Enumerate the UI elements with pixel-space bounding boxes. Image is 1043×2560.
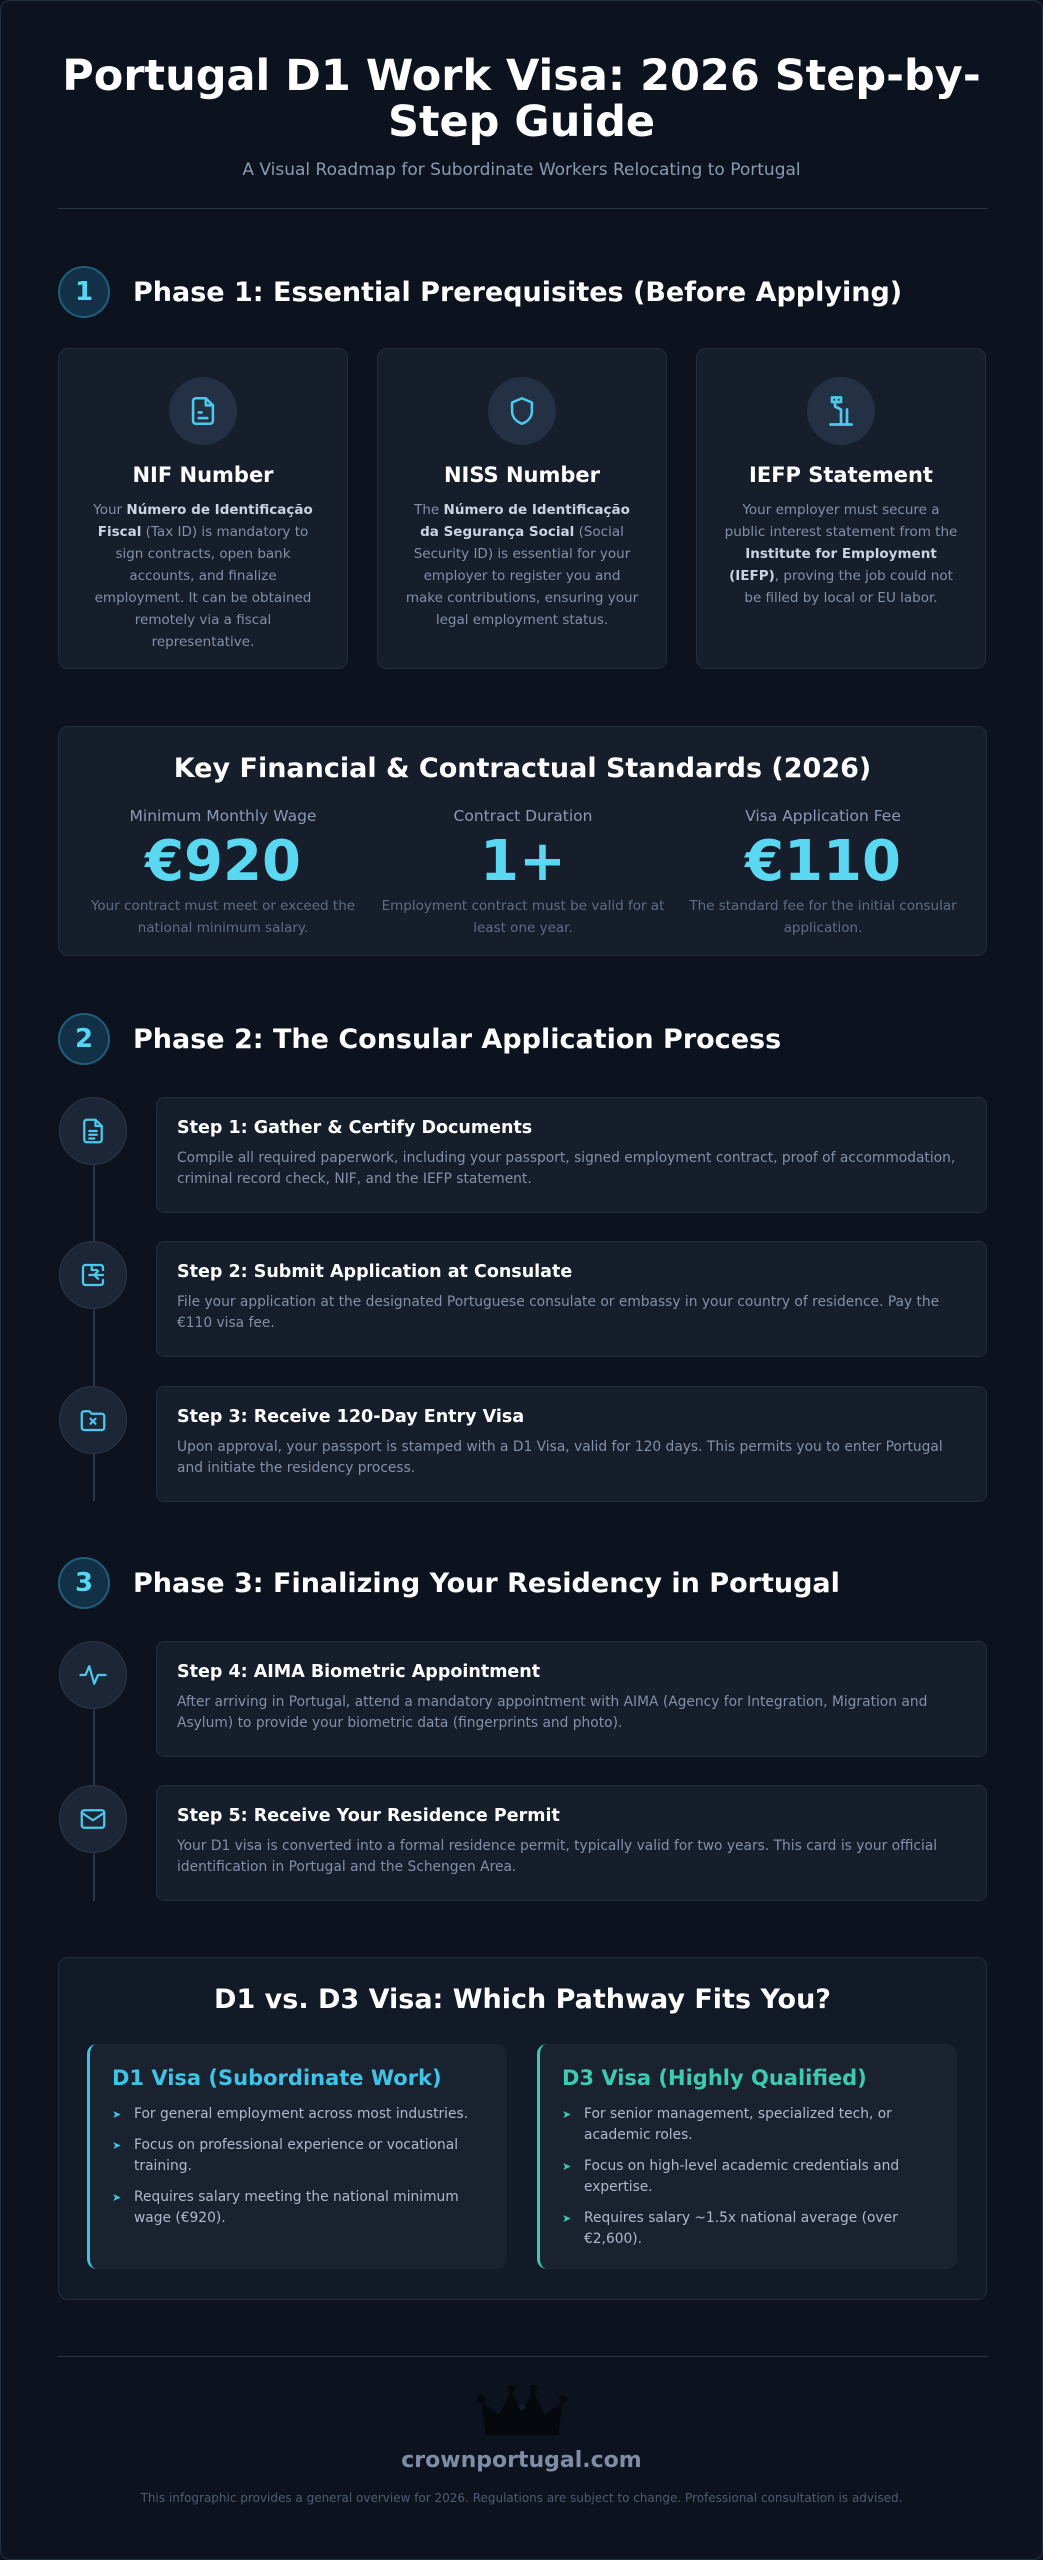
list-item: ➤ Focus on professional experience or vocational training.	[112, 2137, 459, 2174]
list-item: ➤ Requires salary ~1.5x national average (over €2,600).	[562, 2210, 898, 2247]
stat-contract-duration	[373, 807, 673, 939]
d1-list	[112, 2104, 487, 2229]
visa-comparison-panel	[58, 1957, 987, 2300]
prereq-card-nif	[58, 348, 348, 669]
step-card-1	[156, 1097, 987, 1213]
phase-3-number: 3	[58, 1557, 110, 1609]
document-icon	[169, 377, 237, 445]
step-card-4	[156, 1641, 987, 1757]
financial-standards-panel	[58, 726, 987, 956]
arrow-icon: ➤	[562, 2212, 572, 2225]
d1-column	[87, 2044, 507, 2269]
page-title: Portugal D1 Work Visa: 2026 Step-by-Step Guide	[62, 51, 981, 148]
arrow-icon: ➤	[112, 2139, 122, 2152]
step-title: Step 4: AIMA Biometric Appointment	[177, 1662, 541, 1682]
phase-2-heading	[58, 1013, 781, 1065]
step-title: Step 1: Gather & Certify Documents	[177, 1118, 533, 1138]
document-icon	[59, 1097, 127, 1165]
d3-list	[562, 2104, 937, 2250]
d3-title: D3 Visa (Highly Qualified)	[562, 2066, 867, 2090]
arrow-icon: ➤	[112, 2108, 122, 2121]
arrow-icon: ➤	[112, 2191, 122, 2204]
phase-1-title: Phase 1: Essential Prerequisites (Before Applying)	[133, 276, 903, 308]
stat-label: Contract Duration	[453, 807, 593, 825]
header	[1, 1, 1042, 180]
prereq-card-niss	[377, 348, 667, 669]
step-description: File your application at the designated Portuguese consulate or embassy in your country of residence. Pay the €110 visa fee.	[177, 1294, 940, 1331]
footer-divider	[58, 2356, 987, 2357]
step-description: Your D1 visa is converted into a formal residence permit, typically valid for two years. This card is your official identification in Portugal and the Schengen Area.	[177, 1838, 938, 1875]
prereq-card-iefp	[696, 348, 986, 669]
step-description: Upon approval, your passport is stamped with a D1 Visa, valid for 120 days. This permits you to enter Portugal and initiate the residency process.	[177, 1439, 943, 1476]
site-name: crownportugal.com	[401, 2448, 642, 2473]
stat-minimum-wage	[73, 807, 373, 939]
stat-label: Visa Application Fee	[745, 807, 901, 825]
tower-icon	[807, 377, 875, 445]
page-subtitle: A Visual Roadmap for Subordinate Workers Relocating to Portugal	[242, 159, 801, 180]
prereq-card-title: NISS Number	[443, 463, 601, 487]
step-card-2	[156, 1241, 987, 1357]
folder-icon	[59, 1386, 127, 1454]
list-item: ➤ Focus on high-level academic credentials and expertise.	[562, 2158, 900, 2195]
list-item: ➤ Requires salary meeting the national minimum wage (€920).	[112, 2189, 459, 2226]
submit-icon	[59, 1241, 127, 1309]
stat-note: Your contract must meet or exceed the national minimum salary.	[90, 898, 356, 936]
stat-label: Minimum Monthly Wage	[129, 807, 317, 825]
step-description: After arriving in Portugal, attend a mandatory appointment with AIMA (Agency for Integration, Migration and Asylum) to provide your biometric data (fingerprints and photo).	[177, 1694, 928, 1731]
stat-visa-fee	[673, 807, 973, 939]
step-title: Step 5: Receive Your Residence Permit	[177, 1806, 560, 1826]
prereq-card-title: NIF Number	[132, 463, 274, 487]
phase-3-heading	[58, 1557, 840, 1609]
stat-note: Employment contract must be valid for at least one year.	[381, 898, 665, 936]
phase-1-heading	[58, 266, 902, 318]
disclaimer: This infographic provides a general overview for 2026. Regulations are subject to change. Professional consultation is advised.	[140, 2491, 903, 2505]
list-item: ➤ For general employment across most industries.	[112, 2104, 487, 2125]
stat-value: €110	[745, 829, 901, 894]
stat-value: €920	[145, 829, 301, 894]
prereq-card-title: IEFP Statement	[749, 463, 933, 487]
step-card-3	[156, 1386, 987, 1502]
pulse-icon	[59, 1641, 127, 1709]
phase-2-title: Phase 2: The Consular Application Process	[133, 1023, 782, 1055]
phase-2-number: 2	[58, 1013, 110, 1065]
stat-note: The standard fee for the initial consular application.	[689, 898, 957, 936]
d1-title: D1 Visa (Subordinate Work)	[112, 2066, 442, 2090]
step-title: Step 2: Submit Application at Consulate	[177, 1262, 573, 1282]
phase-3-title: Phase 3: Finalizing Your Residency in Portugal	[133, 1567, 840, 1599]
mail-icon	[59, 1785, 127, 1853]
step-description: Compile all required paperwork, including your passport, signed employment contract, proof of accommodation, criminal record check, NIF, and the IEFP statement.	[177, 1150, 956, 1187]
financial-title: Key Financial & Contractual Standards (2026)	[173, 753, 872, 784]
shield-icon	[488, 377, 556, 445]
step-title: Step 3: Receive 120-Day Entry Visa	[177, 1407, 525, 1427]
prereq-card-description: Your Número de Identificação Fiscal (Tax ID) is mandatory to sign contracts, open bank accounts, and finalize employment. It can be obtained remotely via a fiscal representative.	[93, 502, 313, 650]
prereq-card-description: The Número de Identificação da Segurança Social (Social Security ID) is essential for your employer to register you and make contributions, ensuring your legal employment status.	[405, 502, 639, 628]
crown-icon	[477, 2381, 567, 2439]
comparison-title: D1 vs. D3 Visa: Which Pathway Fits You?	[214, 1984, 831, 2015]
d3-column	[537, 2044, 957, 2269]
arrow-icon: ➤	[562, 2108, 572, 2121]
list-item: ➤ For senior management, specialized tech, or academic roles.	[562, 2106, 892, 2143]
header-divider	[58, 208, 987, 209]
step-card-5	[156, 1785, 987, 1901]
prereq-card-description: Your employer must secure a public interest statement from the Institute for Employment (IEFP), proving the job could not be filled by local or EU labor.	[724, 502, 958, 606]
arrow-icon: ➤	[562, 2160, 572, 2173]
stat-value: 1+	[480, 829, 566, 894]
phase-1-number: 1	[58, 266, 110, 318]
